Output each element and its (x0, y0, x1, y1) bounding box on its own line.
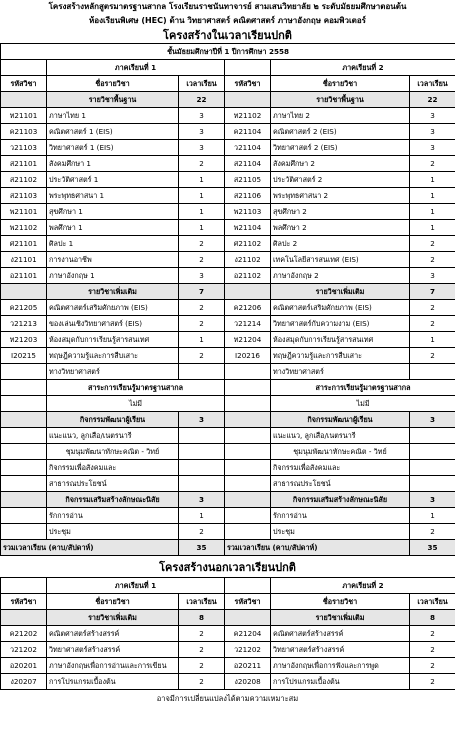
semester-header-row (1, 60, 455, 76)
course-name: วิทยาศาสตร์ 2 (EIS) (271, 140, 410, 156)
course-row (1, 268, 455, 284)
semester-1-header: ภาคเรียนที่ 1 (47, 578, 225, 594)
activity-name-continued: สาธารณประโยชน์ (271, 476, 410, 492)
activity-hours-sem2: 1 (410, 508, 455, 524)
course-name: ห้องสมุดกับการเรียนรู้สารสนเทศ (271, 332, 410, 348)
extra-total-sem2: 7 (410, 284, 455, 300)
course-hours: 2 (410, 348, 455, 364)
empty-cell (1, 396, 47, 412)
course-hours: 2 (179, 642, 225, 658)
course-row (1, 300, 455, 316)
empty-cell (1, 428, 47, 444)
empty-cell (225, 508, 271, 524)
name-column-header: ชื่อรายวิชา (47, 76, 179, 92)
empty-cell (179, 364, 225, 380)
empty-cell (225, 578, 271, 594)
course-code: ค21104 (225, 124, 271, 140)
course-name: คณิตศาสตร์สร้างสรรค์ (271, 626, 410, 642)
empty-cell (225, 92, 271, 108)
course-code: I20216 (225, 348, 271, 364)
course-code: อ20211 (225, 658, 271, 674)
empty-cell (1, 412, 47, 428)
course-row (1, 172, 455, 188)
course-code: ส21103 (1, 188, 47, 204)
course-hours: 3 (179, 124, 225, 140)
course-code: I20215 (1, 348, 47, 364)
extra-label-sem2: รายวิชาเพิ่มเติม (271, 284, 410, 300)
activity-name-sem2: ประชุม (271, 524, 410, 540)
course-name: เทคโนโลยีสารสนเทศ (EIS) (271, 252, 410, 268)
course-code: ส21102 (1, 172, 47, 188)
course-hours: 1 (179, 220, 225, 236)
footnote: อาจมีการเปลี่ยนแปลงได้ตามความเหมาะสม (156, 694, 299, 703)
course-name: ภาษาอังกฤษ 2 (271, 268, 410, 284)
activity-name-sem2: กิจกรรมเพื่อสังคมและ (271, 460, 410, 476)
course-hours: 2 (179, 236, 225, 252)
course-code: ค21202 (1, 626, 47, 642)
header-line-1: โครงสร้างหลักสูตรมาตรฐานสากล โรงเรียนราชนันทาจารย์ สามเสนวิทยาลัย ๒ ระดับมัธยมศึกษาตอนต้น (48, 2, 407, 11)
course-name: คณิตศาสตร์สร้างสรรค์ (47, 626, 179, 642)
course-name: การโปรแกรมเบื้องต้น (47, 674, 179, 690)
dev-total-sem2: 3 (410, 412, 455, 428)
course-hours: 2 (410, 642, 455, 658)
course-name: การงานอาชีพ (47, 252, 179, 268)
empty-cell (179, 444, 225, 460)
course-name: คณิตศาสตร์เสริมศักยภาพ (EIS) (271, 300, 410, 316)
course-hours: 1 (179, 332, 225, 348)
char-group-row (1, 492, 455, 508)
name-column-header: ชื่อรายวิชา (271, 594, 410, 610)
header-line-2: ห้องเรียนพิเศษ (HEC) ด้าน วิทยาศาสตร์ คณิตศาสตร์ ภาษาอังกฤษ คอมพิวเตอร์ (89, 16, 366, 25)
activity-name-continued: สาธารณประโยชน์ (47, 476, 179, 492)
course-name: ประวัติศาสตร์ 1 (47, 172, 179, 188)
course-code: ท21101 (1, 108, 47, 124)
course-row (1, 204, 455, 220)
section-2-title: โครงสร้างนอกเวลาเรียนปกติ (159, 561, 296, 574)
course-name: ภาษาไทย 2 (271, 108, 410, 124)
course-row (1, 348, 455, 364)
course-name: พระพุทธศาสนา 2 (271, 188, 410, 204)
course-hours: 1 (410, 204, 455, 220)
course-name: วิทยาศาสตร์สร้างสรรค์ (47, 642, 179, 658)
course-code: ง20207 (1, 674, 47, 690)
basic-label-sem1: รายวิชาพื้นฐาน (47, 92, 179, 108)
total-label-sem1: รวมเวลาเรียน (คาบ/สัปดาห์) (1, 540, 179, 556)
course-row (1, 642, 455, 658)
course-hours: 3 (410, 268, 455, 284)
activity-name-sem2: รักการอ่าน (271, 508, 410, 524)
activity-name-sem1: รักการอ่าน (47, 508, 179, 524)
course-hours: 3 (179, 268, 225, 284)
empty-cell (179, 460, 225, 476)
code-column-header: รหัสวิชา (1, 76, 47, 92)
char-total-sem1: 3 (179, 492, 225, 508)
character-activity-row (1, 508, 455, 524)
course-code: ว21213 (1, 316, 47, 332)
char-total-sem2: 3 (410, 492, 455, 508)
empty-cell (179, 428, 225, 444)
course-name: สุขศึกษา 1 (47, 204, 179, 220)
extra-label-sem1: รายวิชาเพิ่มเติม (47, 610, 179, 626)
extra-group-row (1, 284, 455, 300)
course-name: สุขศึกษา 2 (271, 204, 410, 220)
empty-cell (1, 92, 47, 108)
empty-cell (179, 476, 225, 492)
course-name: พระพุทธศาสนา 1 (47, 188, 179, 204)
course-name: คณิตศาสตร์ 2 (EIS) (271, 124, 410, 140)
course-name: ทฤษฎีความรู้และการสืบเสาะ (271, 348, 410, 364)
course-name-continued: ทางวิทยาศาสตร์ (271, 364, 410, 380)
course-hours: 2 (179, 300, 225, 316)
code-column-header: รหัสวิชา (225, 76, 271, 92)
dev-label-sem1: กิจกรรมพัฒนาผู้เรียน (47, 412, 179, 428)
header-section-title: โครงสร้างในเวลาเรียนปกติ (163, 29, 292, 42)
course-row (1, 108, 455, 124)
course-code: ว21103 (1, 140, 47, 156)
activity-row (1, 428, 455, 444)
course-hours: 1 (410, 188, 455, 204)
total-value-sem1: 35 (179, 540, 225, 556)
course-code: ศ21102 (225, 236, 271, 252)
course-name: ภาษาไทย 1 (47, 108, 179, 124)
course-code: พ21101 (1, 204, 47, 220)
total-label-sem2: รวมเวลาเรียน (คาบ/สัปดาห์) (225, 540, 410, 556)
dev-group-row (1, 412, 455, 428)
semester-2-header: ภาคเรียนที่ 2 (271, 60, 455, 76)
column-header-row (1, 594, 455, 610)
course-name: ศิลปะ 1 (47, 236, 179, 252)
course-code: อ20201 (1, 658, 47, 674)
course-name: ภาษาอังกฤษ 1 (47, 268, 179, 284)
basic-group-row (1, 92, 455, 108)
course-name: ประวัติศาสตร์ 2 (271, 172, 410, 188)
course-hours: 1 (179, 188, 225, 204)
standards-value-sem2: ไม่มี (271, 396, 455, 412)
empty-cell (1, 380, 47, 396)
empty-cell (225, 476, 271, 492)
empty-cell (1, 60, 47, 76)
course-code: ท21102 (225, 108, 271, 124)
course-hours: 2 (410, 658, 455, 674)
course-code: ว21214 (225, 316, 271, 332)
empty-cell (1, 578, 47, 594)
char-label-sem1: กิจกรรมเสริมสร้างลักษณะนิสัย (47, 492, 179, 508)
time-column-header: เวลาเรียน (410, 76, 455, 92)
standards-value-row (1, 396, 455, 412)
course-code: ศ21101 (1, 236, 47, 252)
course-name: ทฤษฎีความรู้และการสืบเสาะ (47, 348, 179, 364)
course-row (1, 626, 455, 642)
course-code: พ21102 (1, 220, 47, 236)
empty-cell (225, 428, 271, 444)
course-name: ห้องสมุดกับการเรียนรู้สารสนเทศ (47, 332, 179, 348)
activity-name-sem1: ประชุม (47, 524, 179, 540)
course-name: ของเล่นเชิงวิทยาศาสตร์ (EIS) (47, 316, 179, 332)
semester-header-row (1, 578, 455, 594)
activity-name-sem1: กิจกรรมเพื่อสังคมและ (47, 460, 179, 476)
year-title-row (1, 44, 455, 60)
activity-hours-sem1: 1 (179, 508, 225, 524)
course-row (1, 236, 455, 252)
course-hours: 2 (179, 658, 225, 674)
time-column-header: เวลาเรียน (179, 76, 225, 92)
course-row (1, 124, 455, 140)
activity-name-sem1: ชุมนุมพัฒนาทักษะคณิต - วิทย์ (47, 444, 179, 460)
time-column-header: เวลาเรียน (179, 594, 225, 610)
semester-2-header: ภาคเรียนที่ 2 (271, 578, 455, 594)
course-hours: 3 (410, 108, 455, 124)
course-hours: 2 (410, 236, 455, 252)
standards-value-sem1: ไม่มี (47, 396, 225, 412)
code-column-header: รหัสวิชา (225, 594, 271, 610)
empty-cell (1, 508, 47, 524)
empty-cell (1, 492, 47, 508)
empty-cell (410, 428, 455, 444)
course-code: ท21204 (225, 332, 271, 348)
basic-label-sem2: รายวิชาพื้นฐาน (271, 92, 410, 108)
course-hours: 2 (410, 300, 455, 316)
name-column-header: ชื่อรายวิชา (271, 76, 410, 92)
empty-cell (225, 412, 271, 428)
course-name: ภาษาอังกฤษเพื่อการฟังและการพูด (271, 658, 410, 674)
empty-cell (1, 284, 47, 300)
total-value-sem2: 35 (410, 540, 455, 556)
course-row (1, 332, 455, 348)
year-title: ชั้นมัธยมศึกษาปีที่ 1 ปีการศึกษา 2558 (1, 44, 455, 60)
course-hours: 1 (410, 220, 455, 236)
course-hours: 3 (410, 140, 455, 156)
time-column-header: เวลาเรียน (410, 594, 455, 610)
empty-cell (410, 460, 455, 476)
course-code: ค21205 (1, 300, 47, 316)
course-name: สังคมศึกษา 2 (271, 156, 410, 172)
course-code: ว21202 (225, 642, 271, 658)
course-code: ว21104 (225, 140, 271, 156)
course-code: ส21104 (225, 156, 271, 172)
empty-cell (410, 476, 455, 492)
empty-cell (225, 460, 271, 476)
course-hours: 2 (410, 252, 455, 268)
course-name: สังคมศึกษา 1 (47, 156, 179, 172)
course-row (1, 674, 455, 690)
empty-cell (225, 492, 271, 508)
course-code: ส21101 (1, 156, 47, 172)
course-row (1, 220, 455, 236)
course-hours: 2 (410, 626, 455, 642)
activity-row (1, 444, 455, 460)
activity-row (1, 460, 455, 476)
course-name: คณิตศาสตร์ 1 (EIS) (47, 124, 179, 140)
course-hours: 2 (179, 674, 225, 690)
empty-cell (1, 610, 47, 626)
course-hours: 2 (179, 316, 225, 332)
course-name: การโปรแกรมเบื้องต้น (271, 674, 410, 690)
standards-group-row (1, 380, 455, 396)
basic-total-sem1: 22 (179, 92, 225, 108)
course-continuation-row (1, 364, 455, 380)
course-name: ศิลปะ 2 (271, 236, 410, 252)
course-row (1, 252, 455, 268)
extra-group-row (1, 610, 455, 626)
empty-cell (1, 444, 47, 460)
semester-1-header: ภาคเรียนที่ 1 (47, 60, 225, 76)
course-code: ง20208 (225, 674, 271, 690)
dev-total-sem1: 3 (179, 412, 225, 428)
course-name: พลศึกษา 2 (271, 220, 410, 236)
course-code: ว21202 (1, 642, 47, 658)
course-hours: 1 (179, 204, 225, 220)
empty-cell (225, 380, 271, 396)
course-hours: 2 (179, 348, 225, 364)
course-code: ค21204 (225, 626, 271, 642)
course-row (1, 156, 455, 172)
course-hours: 3 (179, 108, 225, 124)
column-header-row (1, 76, 455, 92)
char-label-sem2: กิจกรรมเสริมสร้างลักษณะนิสัย (271, 492, 410, 508)
dev-label-sem2: กิจกรรมพัฒนาผู้เรียน (271, 412, 410, 428)
course-row (1, 140, 455, 156)
course-code: ท21203 (1, 332, 47, 348)
course-name: ภาษาอังกฤษเพื่อการอ่านและการเขียน (47, 658, 179, 674)
empty-cell (225, 524, 271, 540)
activity-hours-sem2: 2 (410, 524, 455, 540)
course-hours: 2 (179, 252, 225, 268)
empty-cell (225, 396, 271, 412)
empty-cell (225, 60, 271, 76)
activity-name-sem2: ชุมนุมพัฒนาทักษะคณิต - วิทย์ (271, 444, 410, 460)
course-code: อ21102 (225, 268, 271, 284)
empty-cell (1, 524, 47, 540)
course-hours: 2 (410, 674, 455, 690)
empty-cell (1, 364, 47, 380)
activity-name-sem1: แนะแนว, ลูกเสือ/เนตรนารี (47, 428, 179, 444)
extra-total-sem1: 7 (179, 284, 225, 300)
regular-curriculum-table (0, 43, 455, 556)
empty-cell (1, 460, 47, 476)
empty-cell (225, 610, 271, 626)
empty-cell (410, 364, 455, 380)
course-hours: 1 (179, 172, 225, 188)
course-code: ส21106 (225, 188, 271, 204)
course-hours: 2 (179, 156, 225, 172)
activity-hours-sem1: 2 (179, 524, 225, 540)
course-name: วิทยาศาสตร์สร้างสรรค์ (271, 642, 410, 658)
course-code: ค21103 (1, 124, 47, 140)
name-column-header: ชื่อรายวิชา (47, 594, 179, 610)
course-hours: 3 (410, 124, 455, 140)
course-code: ส21105 (225, 172, 271, 188)
course-name: พลศึกษา 1 (47, 220, 179, 236)
course-hours: 2 (410, 316, 455, 332)
course-code: พ21104 (225, 220, 271, 236)
empty-cell (225, 364, 271, 380)
course-name: วิทยาศาสตร์กับความงาม (EIS) (271, 316, 410, 332)
course-code: ง21101 (1, 252, 47, 268)
extra-total-sem2: 8 (410, 610, 455, 626)
course-row (1, 658, 455, 674)
activity-continuation-row (1, 476, 455, 492)
extra-label-sem1: รายวิชาเพิ่มเติม (47, 284, 179, 300)
course-code: อ21101 (1, 268, 47, 284)
course-name-continued: ทางวิทยาศาสตร์ (47, 364, 179, 380)
total-row (1, 540, 455, 556)
course-code: ค21206 (225, 300, 271, 316)
activity-name-sem2: แนะแนว, ลูกเสือ/เนตรนารี (271, 428, 410, 444)
document-header (0, 0, 455, 43)
course-hours: 2 (410, 156, 455, 172)
code-column-header: รหัสวิชา (1, 594, 47, 610)
empty-cell (1, 476, 47, 492)
course-hours: 1 (410, 332, 455, 348)
course-name: วิทยาศาสตร์ 1 (EIS) (47, 140, 179, 156)
course-code: ง21102 (225, 252, 271, 268)
empty-cell (410, 444, 455, 460)
course-hours: 1 (410, 172, 455, 188)
empty-cell (225, 444, 271, 460)
course-hours: 2 (179, 626, 225, 642)
course-hours: 3 (179, 140, 225, 156)
extra-total-sem1: 8 (179, 610, 225, 626)
standards-label-sem1: สาระการเรียนรู้มาตรฐานสากล (47, 380, 225, 396)
course-code: พ21103 (225, 204, 271, 220)
basic-total-sem2: 22 (410, 92, 455, 108)
character-activity-row (1, 524, 455, 540)
course-row (1, 316, 455, 332)
standards-label-sem2: สาระการเรียนรู้มาตรฐานสากล (271, 380, 455, 396)
course-name: คณิตศาสตร์เสริมศักยภาพ (EIS) (47, 300, 179, 316)
empty-cell (225, 284, 271, 300)
extra-label-sem2: รายวิชาเพิ่มเติม (271, 610, 410, 626)
course-row (1, 188, 455, 204)
extra-curriculum-table (0, 577, 455, 690)
